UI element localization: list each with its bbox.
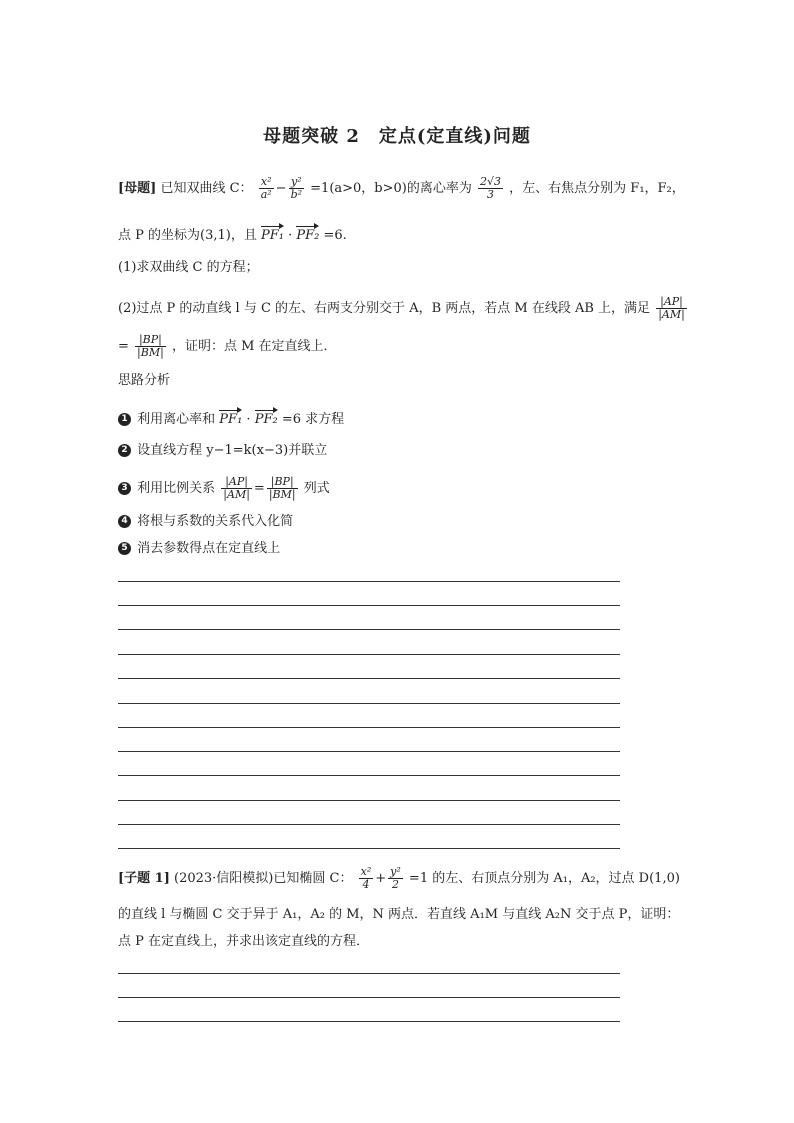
fraction-denominator: |AM| xyxy=(223,488,250,502)
fraction-eccentricity xyxy=(478,176,503,201)
fraction-numerator: 2√3 xyxy=(480,175,502,188)
question-1: (1)求双曲线 C 的方程； xyxy=(118,260,259,275)
sub1-text: 已知椭圆 C： xyxy=(273,871,353,887)
sub1-tag: [子题 1] xyxy=(118,871,170,887)
fraction-x2-a2 xyxy=(259,176,274,201)
sub1-line-1 xyxy=(118,866,680,891)
mother-tag: [母题] xyxy=(118,181,157,197)
mother-text: ，左、右焦点分别为 F₁，F₂， xyxy=(509,181,685,197)
fraction-ap-am xyxy=(221,476,252,501)
answer-line[interactable] xyxy=(118,1021,620,1022)
fraction-numerator: |AP| xyxy=(656,296,687,309)
step-number-icon: 5 xyxy=(118,542,131,555)
step-text: =6 求方程 xyxy=(281,412,345,427)
question-2-text: (2)过点 P 的动直线 l 与 C 的左、右两支分别交于 A，B 两点，若点 M 在线段 AB 上，满足 xyxy=(118,301,651,317)
answer-line[interactable] xyxy=(118,581,620,582)
fraction-denominator: 3 xyxy=(487,188,495,202)
analysis-step-1 xyxy=(118,410,344,426)
equals-sign: = xyxy=(118,339,129,355)
mother-text: =1(a>0，b>0)的离心率为 xyxy=(310,181,472,197)
fraction-bp-bm xyxy=(135,334,166,359)
answer-line[interactable] xyxy=(118,848,620,849)
question-2-line-1 xyxy=(118,296,689,321)
vector-pf2: PF₂ xyxy=(296,228,320,243)
step-text: 利用离心率和 xyxy=(137,412,216,427)
fraction-y2-b2 xyxy=(289,176,304,201)
analysis-step-3 xyxy=(118,476,330,501)
fraction-bp-bm xyxy=(267,476,298,501)
answer-line[interactable] xyxy=(118,800,620,801)
fraction-y2-2 xyxy=(388,866,403,891)
answer-line[interactable] xyxy=(118,751,620,752)
sub1-line-3: 点 P 在定直线上，并求出该定直线的方程． xyxy=(118,934,370,949)
mother-line-2 xyxy=(118,226,347,242)
answer-line[interactable] xyxy=(118,997,620,998)
answer-line[interactable] xyxy=(118,973,620,974)
mother-text: 已知双曲线 C： xyxy=(160,181,253,197)
fraction-denominator: a² xyxy=(260,188,272,202)
fraction-denominator: b² xyxy=(290,188,303,202)
vector-pf2: PF₂ xyxy=(254,412,278,427)
fraction-denominator: 4 xyxy=(362,878,370,892)
answer-line[interactable] xyxy=(118,824,620,825)
analysis-step-2 xyxy=(118,444,327,457)
question-2-text: ，证明：点 M 在定直线上． xyxy=(171,339,337,355)
mother-line-1 xyxy=(118,176,685,201)
analysis-step-5 xyxy=(118,542,280,555)
step-text: 利用比例关系 xyxy=(137,481,216,497)
fraction-numerator: x² xyxy=(360,865,372,878)
fraction-denominator: 2 xyxy=(391,878,399,892)
fraction-numerator: x² xyxy=(259,176,274,189)
answer-line[interactable] xyxy=(118,775,620,776)
fraction-x2-4 xyxy=(359,866,374,891)
fraction-numerator: |BP| xyxy=(267,476,298,489)
dot-operator: · xyxy=(288,228,293,243)
equals-sign: = xyxy=(253,481,265,497)
step-number-icon: 3 xyxy=(118,482,131,495)
analysis-heading: 思路分析 xyxy=(118,373,171,388)
step-text: 设直线方程 y−1=k(x−3)并联立 xyxy=(137,443,328,458)
answer-line[interactable] xyxy=(118,678,620,679)
dot-operator: · xyxy=(246,412,251,427)
step-text: 将根与系数的关系代入化简 xyxy=(137,514,294,529)
mother-text: =6. xyxy=(323,228,347,243)
sub1-source: (2023·信阳模拟) xyxy=(174,871,274,887)
fraction-denominator: |AM| xyxy=(658,308,685,322)
step-number-icon: 4 xyxy=(118,515,131,528)
answer-line[interactable] xyxy=(118,727,620,728)
fraction-ap-am xyxy=(656,296,687,321)
step-text: 列式 xyxy=(303,481,330,497)
step-number-icon: 1 xyxy=(118,413,131,426)
plus-sign: + xyxy=(375,871,387,887)
fraction-denominator: |BM| xyxy=(268,488,296,502)
vector-pf1: PF₁ xyxy=(219,412,243,427)
step-number-icon: 2 xyxy=(118,444,131,457)
answer-line[interactable] xyxy=(118,703,620,704)
page-title: 母题突破 2 定点(定直线)问题 xyxy=(263,126,531,147)
analysis-step-4 xyxy=(118,515,293,528)
minus-sign: − xyxy=(275,181,287,197)
sub1-text: =1 的左、右顶点分别为 A₁，A₂，过点 D(1,0) xyxy=(408,871,680,887)
vector-pf1: PF₁ xyxy=(260,228,284,243)
fraction-denominator: |BM| xyxy=(137,346,164,360)
mother-text: 点 P 的坐标为(3,1)，且 xyxy=(118,228,257,243)
sub1-line-2: 的直线 l 与椭圆 C 交于异于 A₁，A₂ 的 M，N 两点．若直线 A₁M 与直线 A₂N 交于点 P，证明： xyxy=(118,907,680,922)
step-text: 消去参数得点在定直线上 xyxy=(137,541,281,556)
answer-line[interactable] xyxy=(118,605,620,606)
fraction-numerator: |AP| xyxy=(221,476,252,489)
question-2-line-2 xyxy=(118,334,337,359)
fraction-numerator: |BP| xyxy=(135,334,166,347)
fraction-numerator: y² xyxy=(390,865,401,878)
answer-line[interactable] xyxy=(118,629,620,630)
answer-line[interactable] xyxy=(118,654,620,655)
fraction-numerator: y² xyxy=(289,176,304,189)
